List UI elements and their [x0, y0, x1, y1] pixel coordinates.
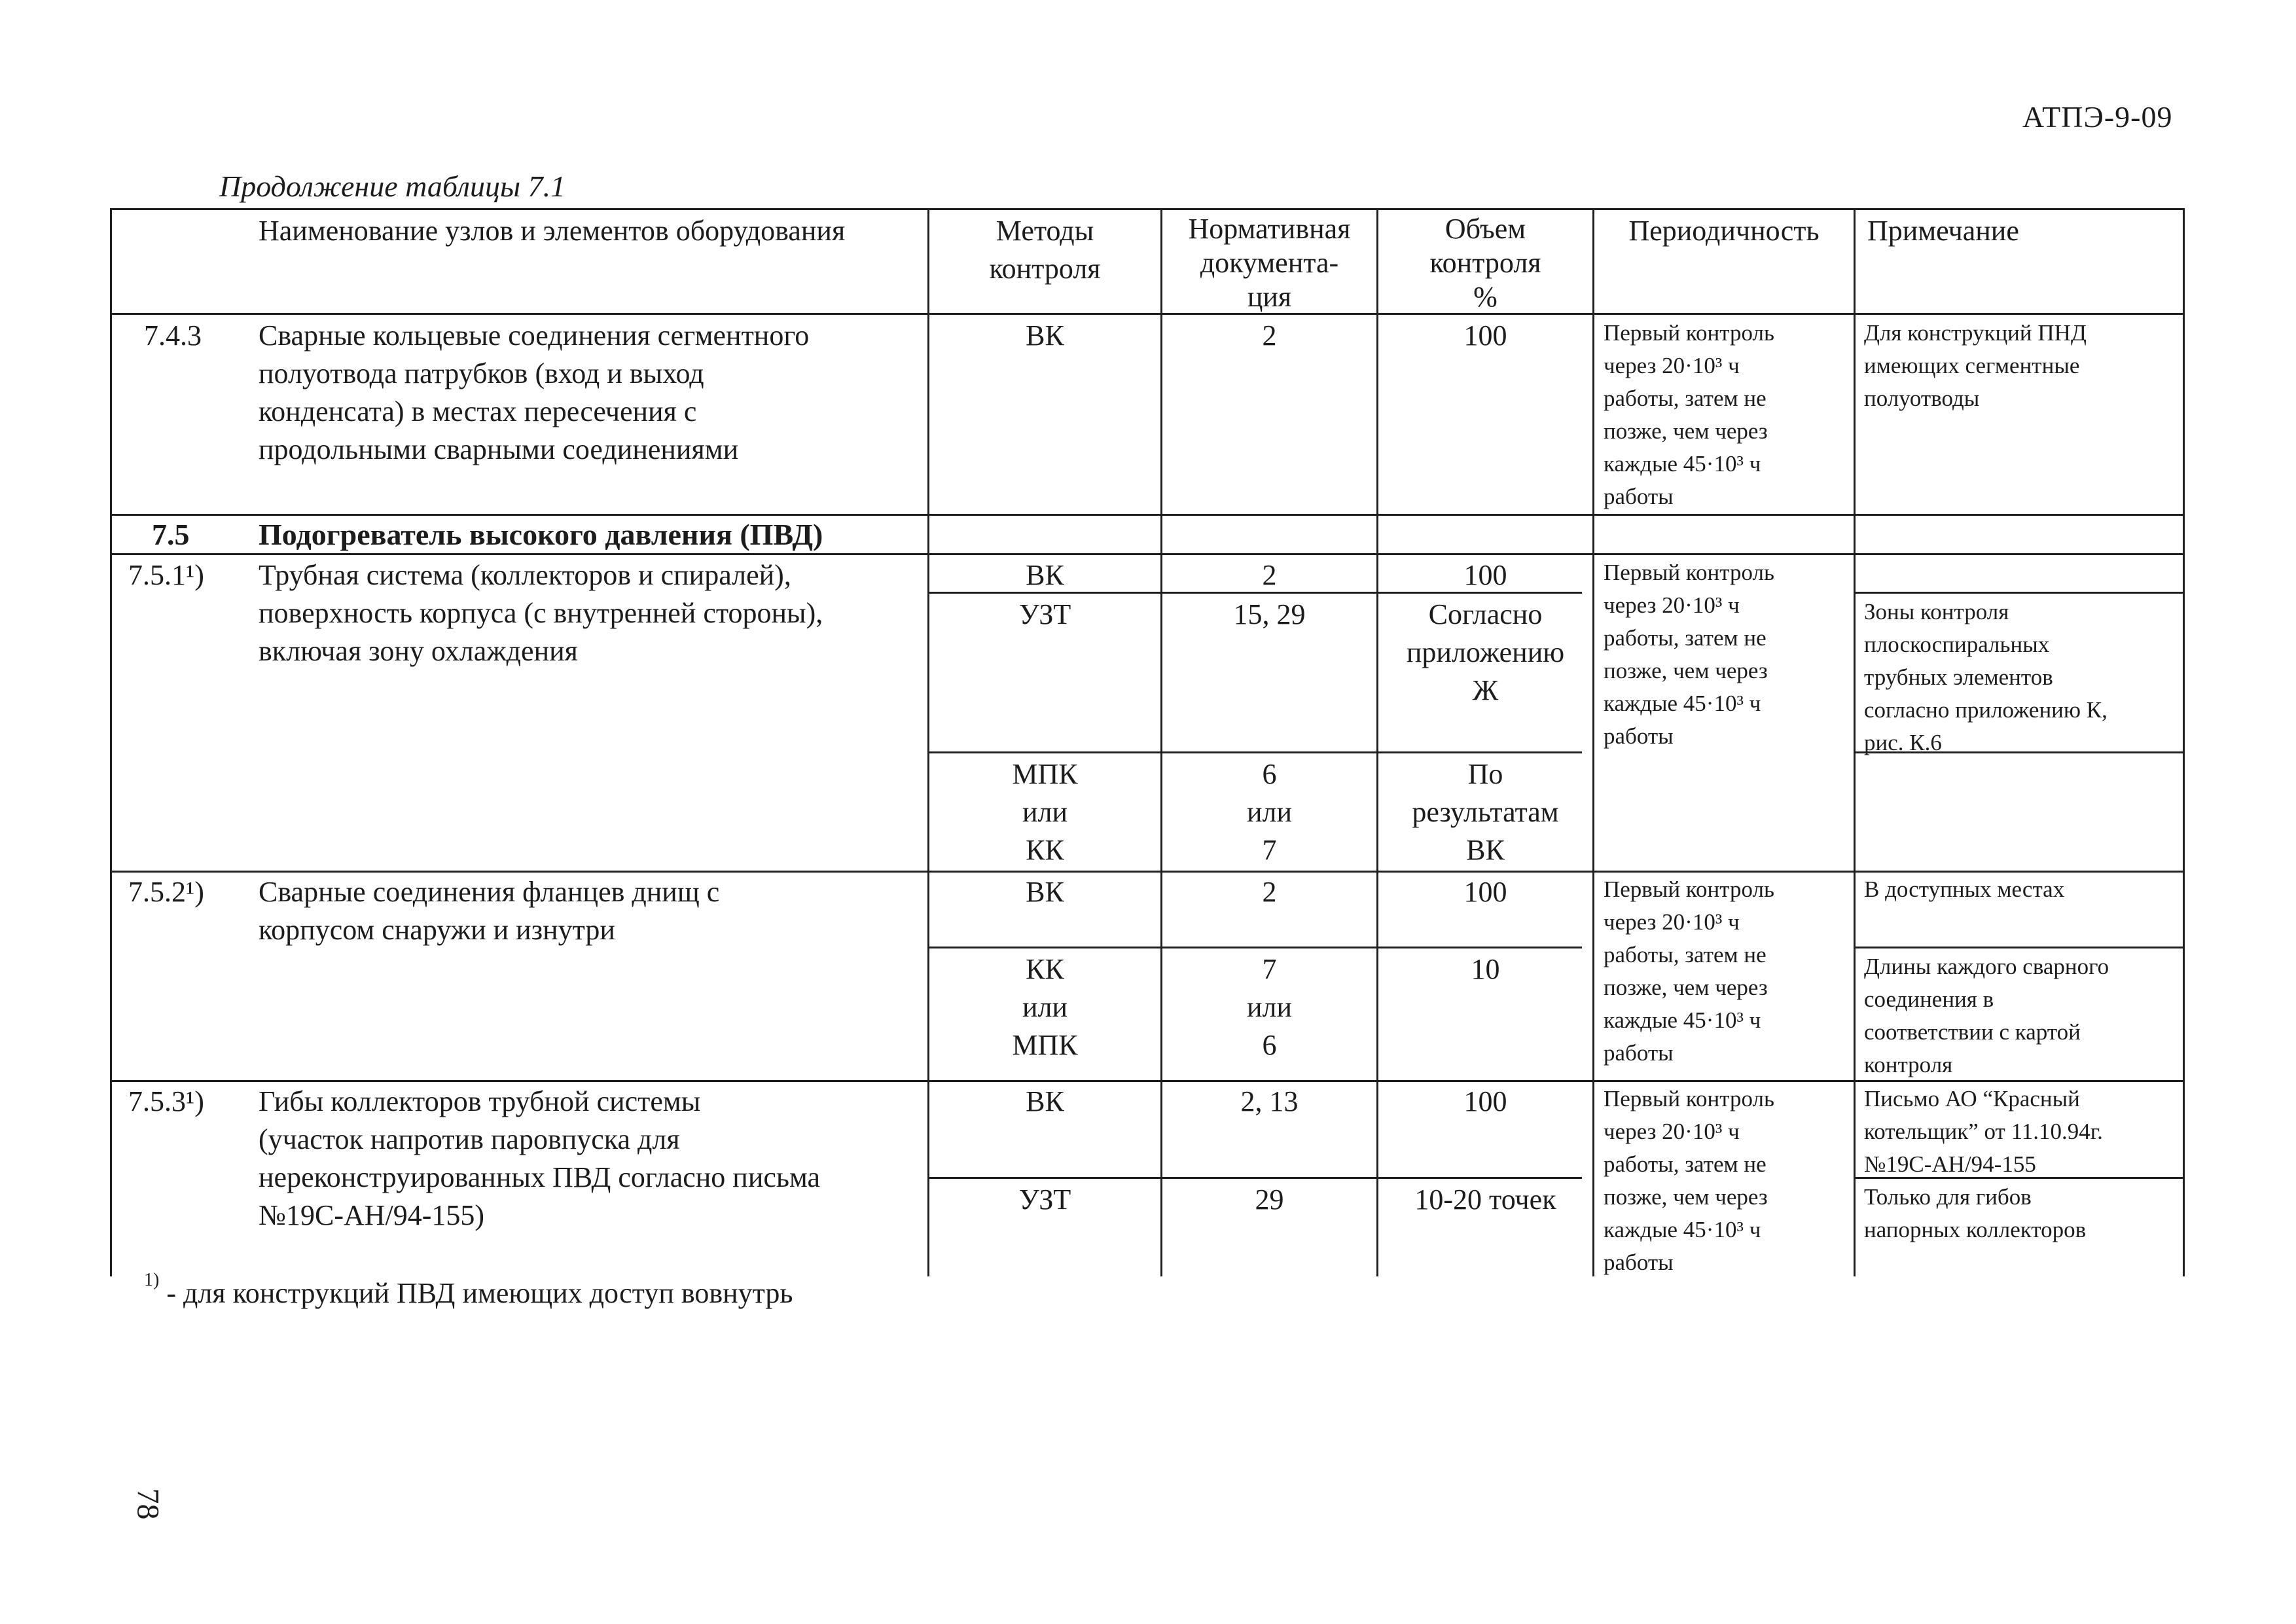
page-number: 78 — [130, 1488, 166, 1520]
document-code: АТПЭ-9-09 — [2022, 100, 2173, 134]
row-753-note-2: Только для гибов напорных коллекторов — [1864, 1184, 2087, 1242]
row-752-volume-2: 10 — [1471, 953, 1500, 985]
row-743-method: ВК — [1026, 319, 1064, 352]
row-751-number: 7.5.1¹) — [128, 559, 204, 591]
row-752-sub1-bottom — [927, 947, 1582, 948]
row-751-method-1: ВК — [1026, 559, 1064, 591]
row-751-volume-3: По результатам ВК — [1412, 758, 1559, 866]
row-751-note-line1 — [1854, 592, 2185, 594]
row-751-method-2: УЗТ — [1018, 598, 1071, 630]
row-751-name: Трубная система (коллекторов и спиралей), поверхность корпуса (с внутренней стороны), включая зону охлаждения — [259, 559, 823, 667]
footnote-text: - для конструкций ПВД имеющих доступ вовнутрь — [159, 1277, 793, 1309]
header-methods: Методы контроля — [989, 215, 1101, 285]
table-right-border — [2183, 208, 2185, 1276]
col-period-left — [1592, 208, 1594, 1276]
row-753-name: Гибы коллекторов трубной системы (участок напротив паровпуска для нереконструированных ПВД согласно письма №19С-АН/94-155) — [259, 1085, 821, 1231]
table-continuation-title: Продолжение таблицы 7.1 — [219, 170, 566, 203]
header-name: Наименование узлов и элементов оборудования — [259, 215, 846, 247]
header-normdoc: Нормативная документа- ция — [1188, 213, 1351, 313]
row-743-period: Первый контроль через 20·10³ ч работы, затем не позже, чем через каждые 45·10³ ч работы — [1604, 320, 1774, 509]
header-period: Периодичность — [1628, 215, 1820, 247]
row-751-volume-2: Согласно приложению Ж — [1406, 598, 1565, 706]
row-753-method-2: УЗТ — [1018, 1183, 1071, 1216]
row-753-number: 7.5.3¹) — [128, 1085, 204, 1117]
row-751-sub2-bottom — [927, 751, 1582, 753]
header-bottom-border — [110, 313, 2185, 315]
row-753-volume-2: 10-20 точек — [1414, 1183, 1556, 1216]
table-left-border — [110, 208, 112, 1276]
row-751-doc-3: 6 или 7 — [1246, 758, 1293, 866]
row-751-bottom-border — [110, 871, 2185, 873]
row-751-note-2: Зоны контроля плоскоспиральных трубных элементов согласно приложению К, рис. К.6 — [1864, 599, 2108, 755]
header-note: Примечание — [1867, 215, 2019, 247]
row-751-doc-1: 2 — [1262, 559, 1277, 591]
row-752-note-2: Длины каждого сварного соединения в соответствии с картой контроля — [1864, 954, 2109, 1077]
row-743-volume: 100 — [1463, 319, 1507, 352]
row-752-name: Сварные соединения фланцев днищ с корпусом снаружи и изнутри — [259, 876, 720, 946]
row-753-doc-2: 29 — [1255, 1183, 1284, 1216]
row-751-method-3: МПК или КК — [1012, 758, 1078, 866]
row-752-number: 7.5.2¹) — [128, 876, 204, 908]
row-752-volume-1: 100 — [1463, 876, 1507, 908]
row-752-period: Первый контроль через 20·10³ ч работы, затем не позже, чем через каждые 45·10³ ч работы — [1604, 876, 1774, 1066]
row-753-period: Первый контроль через 20·10³ ч работы, затем не позже, чем через каждые 45·10³ ч работы — [1604, 1086, 1774, 1275]
row-753-method-1: ВК — [1026, 1085, 1064, 1117]
row-743-name: Сварные кольцевые соединения сегментного полуотвода патрубков (вход и выход конденсата) в местах пересечения с продольными сварными соединениями — [259, 319, 810, 465]
row-751-doc-2: 15, 29 — [1233, 598, 1306, 630]
row-751-period: Первый контроль через 20·10³ ч работы, затем не позже, чем через каждые 45·10³ ч работы — [1604, 560, 1774, 749]
row-752-method-1: ВК — [1026, 876, 1064, 908]
section-75-number: 7.5 — [152, 518, 190, 551]
row-753-sub1-bottom — [927, 1177, 1582, 1179]
row-752-doc-1: 2 — [1262, 876, 1277, 908]
row-751-volume-1: 100 — [1463, 559, 1507, 591]
row-743-doc: 2 — [1262, 319, 1277, 352]
row-753-volume-1: 100 — [1463, 1085, 1507, 1117]
row-752-doc-2: 7 или 6 — [1246, 953, 1293, 1061]
row-752-method-2: КК или МПК — [1012, 953, 1078, 1061]
footnote — [144, 1270, 793, 1310]
header-volume: Объем контроля % — [1429, 213, 1541, 313]
table-top-border — [110, 208, 2185, 210]
row-743-number: 7.4.3 — [144, 319, 202, 352]
col-note-left — [1854, 208, 1856, 1276]
row-752-note-1: В доступных местах — [1864, 876, 2065, 902]
footnote-mark: 1) — [144, 1270, 160, 1290]
row-753-doc-1: 2, 13 — [1240, 1085, 1299, 1117]
row-753-note-1: Письмо АО “Красный котельщик” от 11.10.94г. №19С-АН/94-155 — [1864, 1086, 2103, 1177]
row-752-note-line — [1854, 947, 2185, 948]
row-743-note: Для конструкций ПНД имеющих сегментные полуотводы — [1864, 320, 2087, 411]
section-75-title: Подогреватель высокого давления (ПВД) — [259, 518, 823, 551]
